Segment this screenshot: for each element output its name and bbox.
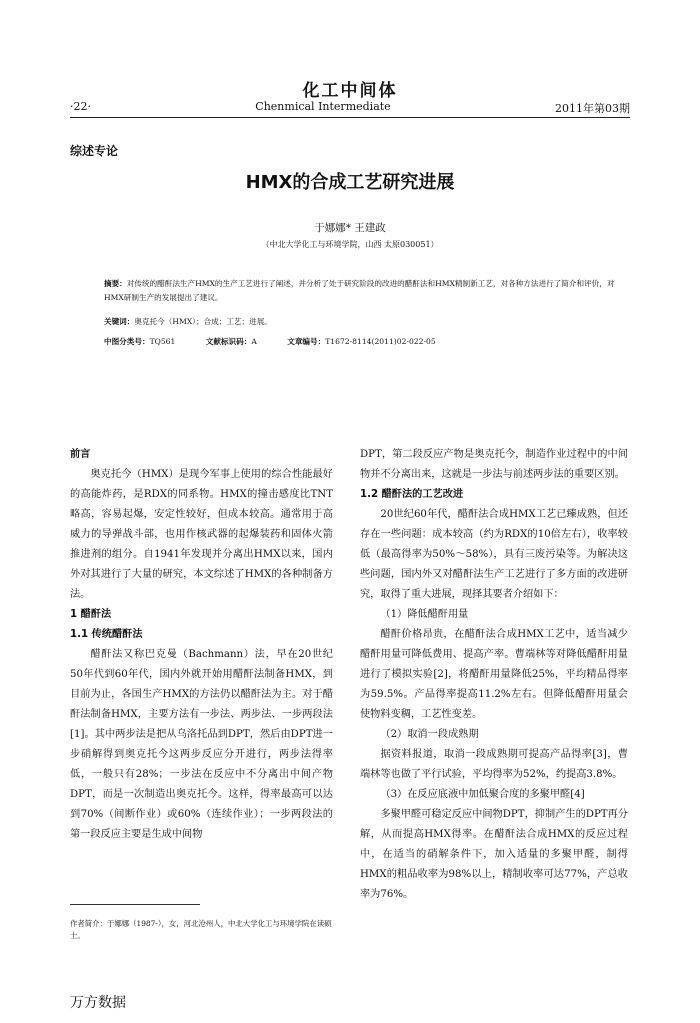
abstract-text: 对传统的醋酐法生产HMX的生产工艺进行了阐述，并分析了处于研究阶段的改进的醋酐法和HMX精制新工艺，对各种方法进行了简介和评价，对HMX研制生产的发展提出了建议。 [104, 279, 615, 302]
subheading-3: （3）在反应底液中加低聚合度的多聚甲醛[4] [380, 789, 585, 800]
running-header [70, 100, 630, 116]
abstract [104, 277, 629, 305]
keywords-text: 奥克托今（HMX）；合成；工艺；进展。 [134, 317, 272, 326]
section-heading-intro: 前言 [70, 449, 91, 460]
paragraph-sub-2: 据资料报道，取消一段成熟期可提高产品得率[3]，曹端林等也做了平行试验，平均得率为52%，约提高3.8%。 [360, 749, 628, 780]
affiliation: （中北大学化工与环境学院，山西 太原030051） [261, 240, 439, 249]
footnote-rule [70, 904, 200, 905]
subheading-1: （1）降低醋酐用量 [380, 609, 469, 620]
journal-title: 化工中间体 [302, 81, 398, 101]
article-no-label: 文章编号： [287, 337, 326, 346]
paragraph-1-1: 醋酐法又称巴克曼（Bachmann）法，早在20世纪50年代到60年代，国内外就开始用醋酐法制备HMX，到目前为止，各国生产HMX的方法仍以醋酐法为主。对于醋酐法制备HMX，主要方法有一步法、两步法、一步两段法[1]。其中两步法是把从乌洛托品到DPT，然后由DPT进一步硝解得到奥克托今这两步反应分开进行，两步法得率低，一般只有28%；一步法在反应中不分离出中间产物DPT，而是一次制造出奥克托今。这样，得率最高可以达到70%（间断作业）或60%（连续作业）；一步两段法的第一段反应主要是生成中间物 [70, 649, 333, 840]
doc-code-label: 文献标识码： [205, 337, 252, 346]
paragraph-intro: 奥克托今（HMX）是现今军事上使用的综合性能最好的高能炸药，是RDX的同系物。HMX的撞击感度比TNT略高，容易起爆，安定性较好，但成本较高。通常用于高威力的导弹战斗部，也用作核武器的起爆装药和固体火箭推进剂的组分。自1941年发现并分离出HMX以来，国内外对其进行了大量的研究，本文综述了HMX的各种制备方法。 [70, 469, 333, 600]
journal-english-title: Chenmical Intermediate [255, 100, 391, 113]
keywords-label: 关键词： [104, 317, 135, 326]
section-heading-1: 1 醋酐法 [70, 609, 112, 620]
doc-code-value: A [251, 337, 257, 346]
page-number: ·22· [70, 100, 91, 113]
paragraph-sub-3: 多聚甲醛可稳定反应中间物DPT，抑制产生的DPT再分解，从而提高HMX得率。在醋酐法合成HMX的反应过程中，在适当的硝解条件下，加入适量的多聚甲醛，制得HMX的粗品收率为98%以上，精制收率可达77%，产总收率为76%。 [360, 809, 628, 900]
header-rule [70, 117, 630, 118]
paragraph-continued: DPT，第二段反应产物是奥克托今，制造作业过程中的中间物并不分离出来，这就是一步法与前述两步法的重要区别。 [360, 449, 628, 480]
paragraph-sub-1: 醋酐价格昂贵，在醋酐法合成HMX工艺中，适当减少醋酐用量可降低费用、提高产率。曹端林等对降低醋酐用量进行了模拟实验[2]，将醋酐用量降低25%，平均精品得率为59.5%。产品得率提高11.2%左右。但降低醋酐用量会使物料变稠，工艺性变差。 [360, 629, 628, 720]
paper-title: HMX的合成工艺研究进展 [245, 172, 455, 193]
authors: 于娜娜* 王建政 [314, 222, 386, 234]
article-no-value: T1672-8114(2011)02-022-05 [325, 337, 436, 346]
right-column [360, 445, 628, 905]
subheading-2: （2）取消一段成熟期 [380, 729, 479, 740]
section-heading-1-2: 1.2 醋酐法的工艺改进 [360, 489, 464, 500]
left-column [70, 445, 333, 845]
keywords [104, 316, 272, 327]
paragraph-1-2: 20世纪60年代，醋酐法合成HMX工艺已臻成熟，但还存在一些问题：成本较高（约为RDX的10倍左右），收率较低（最高得率为50%～58%），具有三废污染等。为解决这些问题，国内外又对醋酐法生产工艺进行了多方面的改进研究，取得了重大进展，现择其要者介绍如下： [360, 509, 628, 600]
author-footnote: 作者简介：于娜娜（1987-），女，河北沧州人，中北大学化工与环境学院在读硕士。 [70, 919, 332, 940]
watermark: 万方数据 [70, 995, 126, 1011]
clc-label: 中图分类号： [104, 337, 150, 346]
clc-value: TQ561 [149, 337, 176, 346]
section-heading-1-1: 1.1 传统醋酐法 [70, 629, 143, 640]
issue-label: 2011年第03期 [554, 102, 630, 115]
column-tag: 综述专论 [70, 144, 119, 158]
classification-line [104, 336, 464, 347]
abstract-label: 摘要： [104, 279, 127, 288]
